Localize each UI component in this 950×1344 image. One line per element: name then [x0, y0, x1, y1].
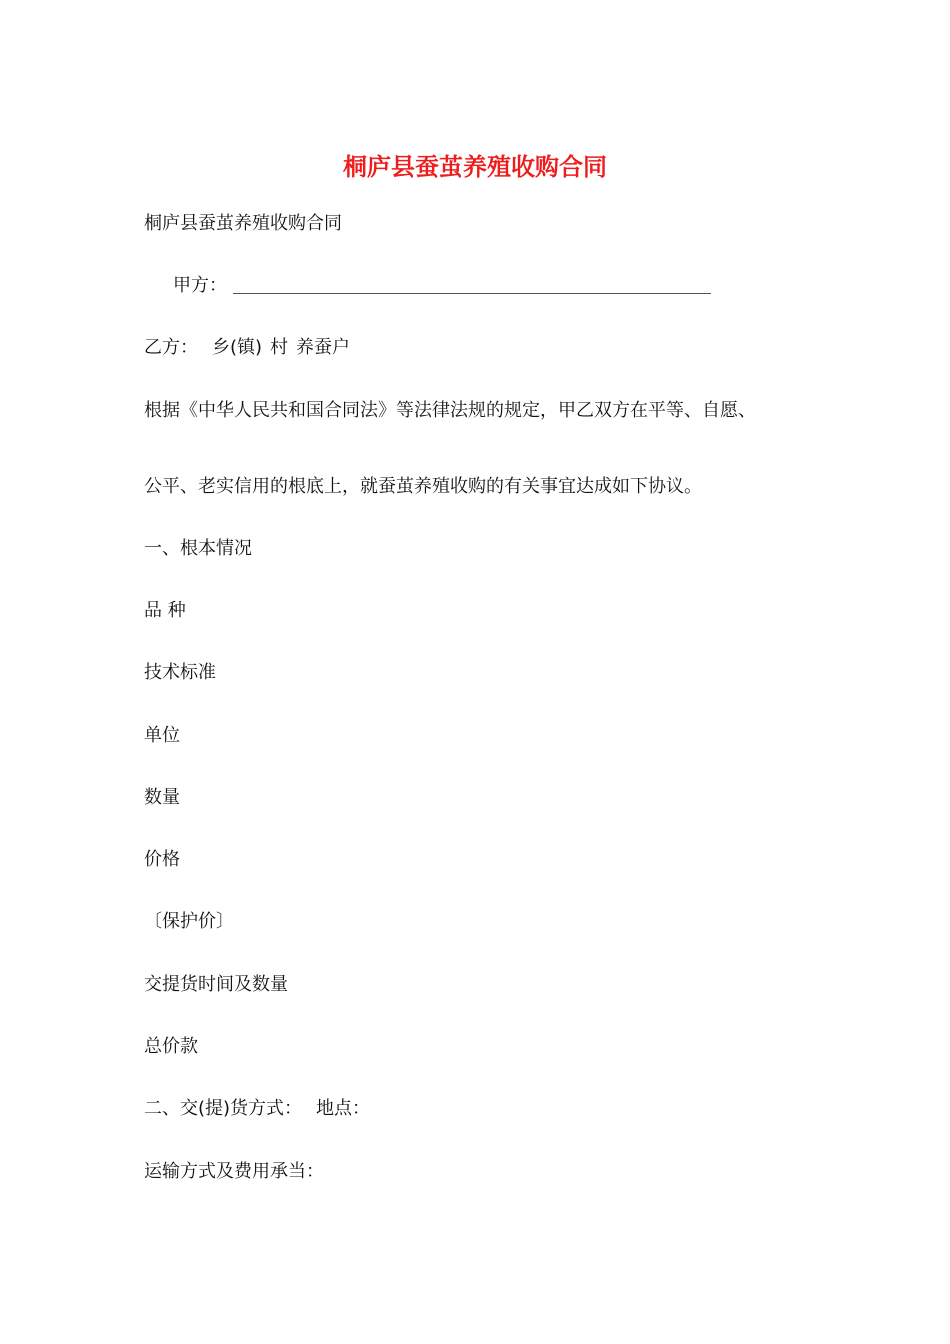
item-total-price: 总价款: [144, 1036, 198, 1057]
party-b-household: 养蚕户: [296, 337, 351, 358]
section-2-line: [144, 1096, 370, 1122]
item-quantity: 数量: [144, 787, 180, 808]
intro-paragraph-line-1: 根据《中华人民共和国合同法》等法律法规的规定，甲乙双方在平等、自愿、: [144, 400, 756, 421]
party-b-line: [144, 335, 350, 361]
item-protected-price: 〔保护价〕: [144, 911, 234, 932]
item-technical-standard: 技术标准: [144, 662, 216, 683]
party-b-village: 村: [270, 337, 289, 358]
section-2-heading: 二、交(提)货方式：: [144, 1098, 303, 1119]
party-b-label: 乙方：: [144, 337, 198, 358]
document-title: 桐庐县蚕茧养殖收购合同: [343, 152, 607, 181]
document-subtitle: 桐庐县蚕茧养殖收购合同: [144, 213, 342, 234]
item-delivery-time-quantity: 交提货时间及数量: [144, 974, 288, 995]
party-a-line: [173, 273, 711, 299]
section-1-heading: 一、根本情况: [144, 538, 252, 559]
item-unit: 单位: [144, 725, 180, 746]
transport-label: 运输方式及费用承当：: [144, 1161, 324, 1182]
party-b-township: 乡(镇): [212, 337, 263, 358]
location-label: 地点：: [316, 1098, 371, 1119]
party-a-blank-underline: [233, 292, 711, 294]
party-a-label: 甲方：: [173, 275, 227, 296]
intro-paragraph-line-2: 公平、老实信用的根底上，就蚕茧养殖收购的有关事宜达成如下协议。: [144, 476, 702, 497]
item-price: 价格: [144, 849, 180, 870]
item-variety: 品 种: [144, 600, 186, 621]
